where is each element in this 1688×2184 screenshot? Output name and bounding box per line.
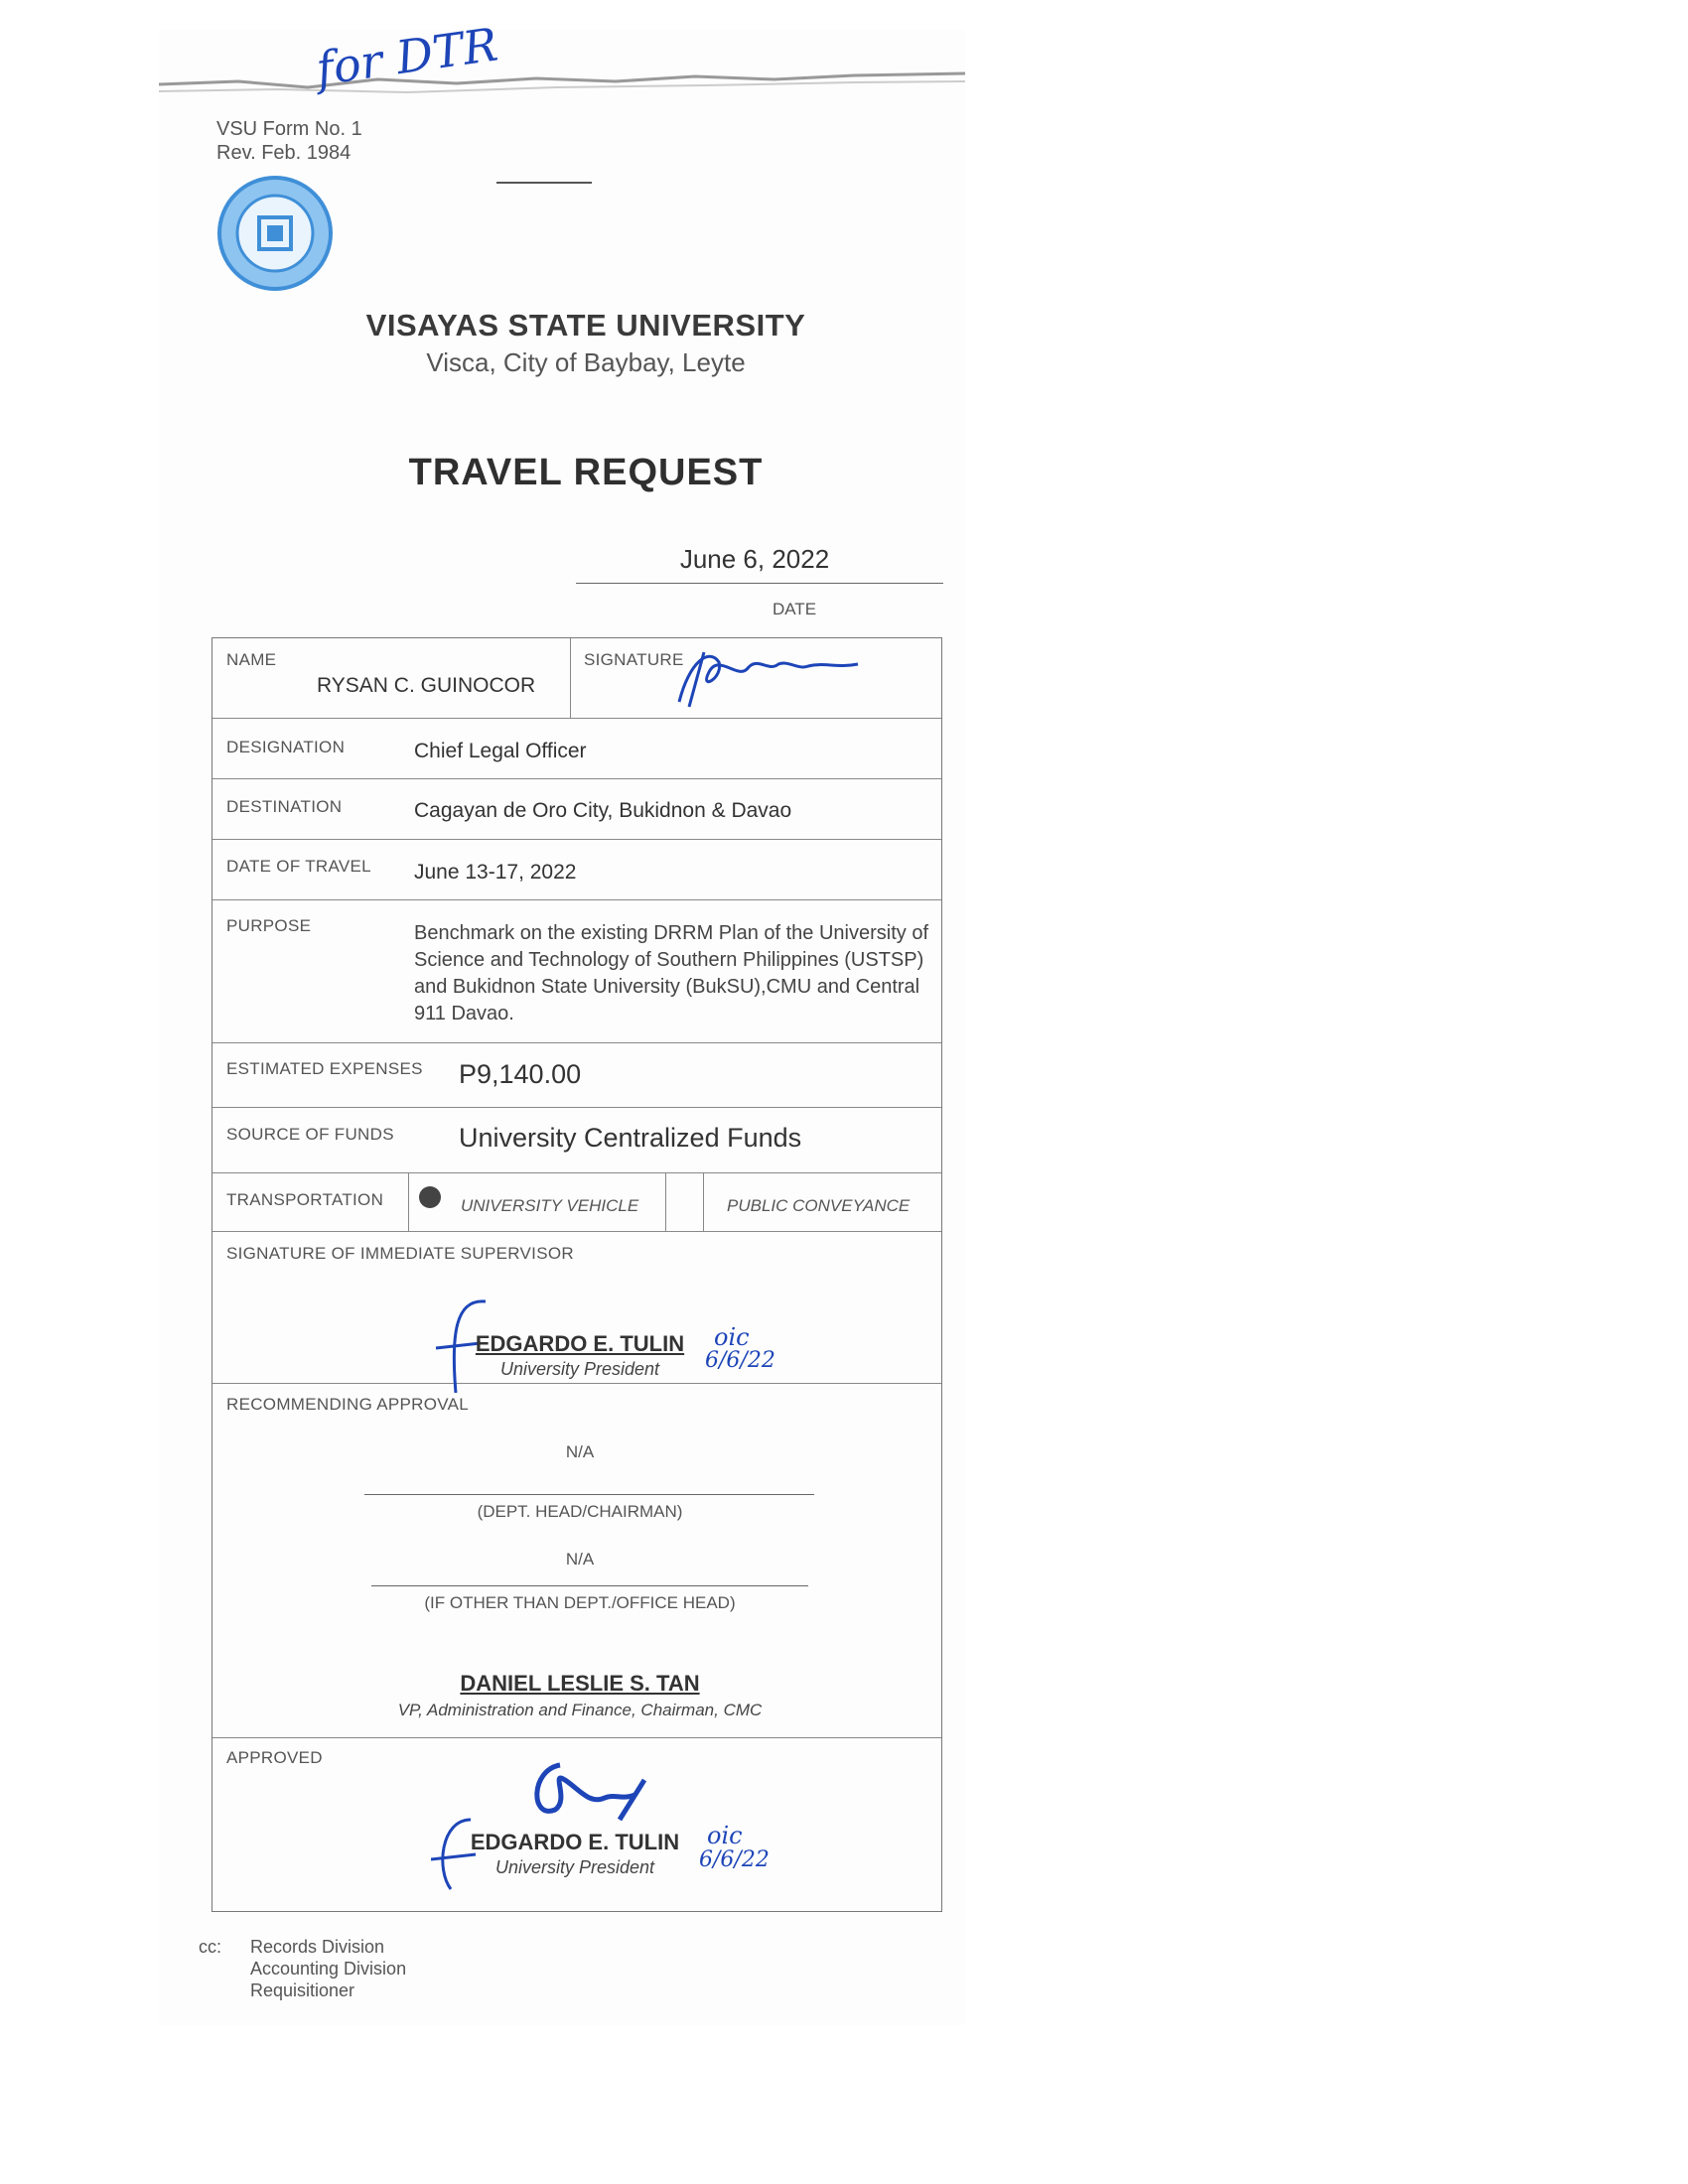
supervisor-label: SIGNATURE OF IMMEDIATE SUPERVISOR [226, 1244, 574, 1263]
form-number: VSU Form No. 1 [216, 118, 362, 140]
university-vehicle-option: UNIVERSITY VEHICLE [461, 1196, 639, 1215]
col-divider [570, 638, 571, 718]
transportation-label: TRANSPORTATION [226, 1190, 384, 1209]
row-divider [212, 899, 941, 900]
purpose-label: PURPOSE [226, 916, 312, 935]
torn-edge [159, 30, 965, 99]
cc-label: cc: [199, 1937, 222, 1957]
funds-label: SOURCE OF FUNDS [226, 1125, 394, 1144]
designation-value: Chief Legal Officer [414, 740, 587, 762]
row-divider [212, 839, 941, 840]
name-value: RYSAN C. GUINOCOR [317, 674, 536, 697]
signature-line [371, 1585, 808, 1586]
expenses-value: P9,140.00 [459, 1059, 582, 1089]
other-head-caption: (IF OTHER THAN DEPT./OFFICE HEAD) [424, 1593, 736, 1612]
row-divider [212, 1172, 941, 1173]
selected-radio-icon [419, 1186, 441, 1208]
row-divider [212, 778, 941, 779]
request-date: June 6, 2022 [679, 544, 830, 574]
name-label: NAME [226, 650, 277, 669]
recommending-value-2: N/A [565, 1550, 595, 1569]
university-name: VISAYAS STATE UNIVERSITY [365, 308, 806, 342]
university-address: Visca, City of Baybay, Leyte [426, 347, 746, 377]
requester-signature-icon [649, 642, 868, 712]
date-of-travel-value: June 13-17, 2022 [414, 861, 577, 884]
expenses-label: ESTIMATED EXPENSES [226, 1059, 423, 1078]
col-divider [408, 1172, 409, 1231]
date-of-travel-label: DATE OF TRAVEL [226, 857, 371, 876]
date-line [576, 583, 943, 584]
date-label: DATE [772, 600, 817, 618]
public-conveyance-option: PUBLIC CONVEYANCE [727, 1196, 911, 1215]
row-divider [212, 1737, 941, 1738]
handwritten-note: for DTR [313, 17, 501, 96]
cc-item: Accounting Division [250, 1959, 407, 1979]
row-divider [212, 1042, 941, 1043]
row-divider [212, 1231, 941, 1232]
cc-item: Requisitioner [250, 1980, 355, 2000]
recommender-position: VP, Administration and Finance, Chairman, CMC [397, 1701, 763, 1719]
designation-label: DESIGNATION [226, 738, 346, 756]
revision-date: Rev. Feb. 1984 [216, 142, 352, 164]
supervisor-position: University President [499, 1359, 660, 1379]
row-divider [212, 1383, 941, 1384]
approver-initials: oic [707, 1822, 743, 1849]
destination-label: DESTINATION [226, 797, 343, 816]
row-divider [212, 718, 941, 719]
dept-head-caption: (DEPT. HEAD/CHAIRMAN) [477, 1502, 683, 1521]
supervisor-initials: oic [714, 1323, 750, 1351]
university-seal-icon [216, 175, 334, 292]
form-title: TRAVEL REQUEST [408, 452, 764, 493]
approver-name: EDGARDO E. TULIN [470, 1830, 680, 1854]
col-divider [665, 1172, 666, 1231]
funds-value: University Centralized Funds [459, 1123, 802, 1153]
cc-item: Records Division [250, 1937, 385, 1957]
recommending-value-1: N/A [565, 1442, 595, 1461]
recommender-name: DANIEL LESLIE S. TAN [460, 1671, 700, 1696]
supervisor-name: EDGARDO E. TULIN [475, 1331, 685, 1356]
row-divider [212, 1107, 941, 1108]
short-dash [496, 182, 592, 184]
col-divider [703, 1172, 704, 1231]
approved-label: APPROVED [226, 1748, 323, 1767]
recommending-label: RECOMMENDING APPROVAL [226, 1395, 470, 1414]
supervisor-initial-date: 6/6/22 [705, 1348, 775, 1373]
purpose-value: Benchmark on the existing DRRM Plan of the University of Science and Technology of Southern Philippines (USTSP) and Bukidnon State University (BukSU),CMU and Central 911 Davao. [414, 922, 928, 1024]
signature-line [364, 1494, 814, 1495]
destination-value: Cagayan de Oro City, Bukidnon & Davao [414, 799, 792, 822]
approver-initial-date: 6/6/22 [699, 1847, 770, 1872]
approver-position: University President [494, 1857, 655, 1877]
signature-label: SIGNATURE [584, 650, 684, 669]
travel-request-form [211, 637, 942, 1912]
